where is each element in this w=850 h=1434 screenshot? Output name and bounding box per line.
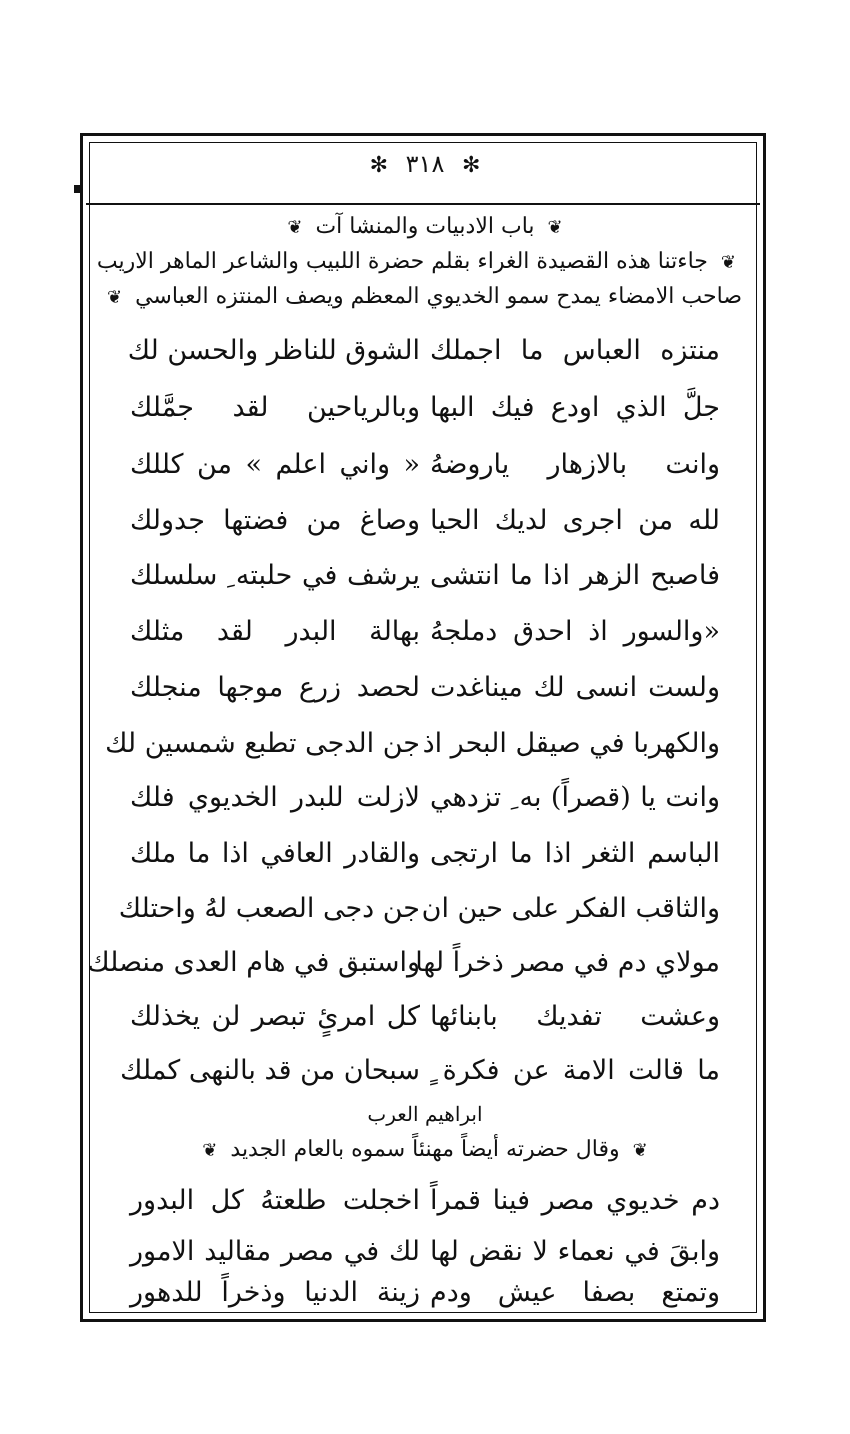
floral-ornament-icon: ❦ bbox=[106, 287, 123, 308]
header-rule bbox=[86, 203, 760, 205]
verse-second-hemistich: لك في مصر مقاليد الامور bbox=[130, 1236, 420, 1267]
verse-second-hemistich: زينة الدنيا وذخراً للدهور bbox=[130, 1277, 420, 1308]
page-number: ٣١٨ bbox=[405, 150, 445, 178]
verse-row bbox=[120, 1055, 720, 1095]
star-ornament-icon: ✻ bbox=[369, 153, 389, 178]
section-heading-text: باب الادبيات والمنشا آت bbox=[315, 214, 535, 239]
verse-second-hemistich: اخجلت طلعتهُ كل البدور bbox=[130, 1185, 420, 1216]
verse-second-hemistich: واستبق في هام العدى منصلك bbox=[87, 947, 420, 978]
floral-ornament-icon: ❦ bbox=[720, 252, 736, 273]
verse-row bbox=[130, 1001, 720, 1041]
verse-row bbox=[130, 672, 720, 712]
verse-first-hemistich: وانت بالازهار ياروضهُ bbox=[430, 449, 720, 480]
verse-first-hemistich: منتزه العباس ما اجملك bbox=[430, 335, 720, 366]
verse-row bbox=[87, 947, 720, 987]
verse-first-hemistich: وعشت تفديك بابنائها bbox=[430, 1001, 720, 1032]
intro-line-2 bbox=[106, 284, 742, 309]
verse-second-hemistich: بهالة البدر لقد مثلك bbox=[130, 616, 420, 647]
verse-first-hemistich: والكهربا في صيقل البحر اذ bbox=[422, 728, 720, 759]
verse-first-hemistich: ولست انسى لك ميناغدت bbox=[430, 672, 720, 703]
verse-row bbox=[130, 505, 720, 545]
verse-second-hemistich: « واني اعلم » من كللك bbox=[130, 449, 420, 480]
verse-second-hemistich: الشوق للناظر والحسن لك bbox=[127, 335, 420, 366]
floral-ornament-icon: ❦ bbox=[287, 217, 303, 238]
verse-first-hemistich: جلَّ الذي اودع فيك البها bbox=[430, 392, 720, 423]
intro-line-1 bbox=[96, 249, 742, 274]
verse-row bbox=[130, 449, 720, 489]
verse-first-hemistich: لله من اجرى لديك الحيا bbox=[430, 505, 720, 536]
star-ornament-icon: ✻ bbox=[461, 153, 481, 178]
verse-first-hemistich: وانت يا (قصراً) به ِ تزدهي bbox=[430, 782, 720, 813]
verse-row bbox=[130, 616, 720, 656]
verse-second-hemistich: جن دجى الصعب لهُ واحتلك bbox=[118, 893, 420, 924]
verse-row bbox=[118, 893, 720, 933]
verse-row bbox=[130, 782, 720, 822]
verse-second-hemistich: سبحان من قد بالنهى كملك bbox=[120, 1055, 420, 1086]
floral-ornament-icon: ❦ bbox=[547, 217, 563, 238]
verse-first-hemistich: «والسور اذ احدق دملجهُ bbox=[430, 616, 720, 647]
poet-signature: ابراهيم العرب bbox=[367, 1102, 483, 1126]
verse-row bbox=[127, 335, 720, 375]
verse-first-hemistich: دم خديوي مصر فينا قمراً bbox=[430, 1185, 720, 1216]
section2-heading bbox=[100, 1137, 750, 1162]
section2-heading-text: وقال حضرته أيضاً مهنئاً سموه بالعام الجديد bbox=[230, 1137, 620, 1162]
verse-row bbox=[130, 1185, 720, 1225]
verse-second-hemistich: لحصد زرع موجها منجلك bbox=[130, 672, 420, 703]
verse-second-hemistich: يرشف في حلبته ِ سلسلك bbox=[130, 560, 420, 591]
verse-row bbox=[130, 838, 720, 878]
page-number-header bbox=[0, 150, 850, 178]
verse-second-hemistich: وصاغ من فضتها جدولك bbox=[130, 505, 420, 536]
verse-first-hemistich: فاصبح الزهر اذا ما انتشى bbox=[430, 560, 720, 591]
verse-first-hemistich: مولاي دم في مصر ذخراً لها bbox=[415, 947, 720, 978]
verse-first-hemistich: والثاقب الفكر على حين ان bbox=[421, 893, 720, 924]
floral-ornament-icon: ❦ bbox=[202, 1140, 218, 1161]
verse-first-hemistich: وتمتع بصفا عيش ودم bbox=[430, 1277, 720, 1308]
verse-row bbox=[105, 728, 720, 768]
verse-second-hemistich: جن الدجى تطبع شمسين لك bbox=[105, 728, 420, 759]
verse-first-hemistich: الباسم الثغر اذا ما ارتجى bbox=[430, 838, 720, 869]
verse-first-hemistich: ما قالت الامة عن فكرة ٍ bbox=[430, 1055, 720, 1086]
verse-second-hemistich: والقادر العافي اذا ما ملك bbox=[130, 838, 420, 869]
verse-row bbox=[130, 560, 720, 600]
floral-ornament-icon: ❦ bbox=[632, 1140, 648, 1161]
verse-second-hemistich: كل امرئٍ تبصر لن يخذلك bbox=[130, 1001, 420, 1032]
verse-row bbox=[130, 392, 720, 432]
intro-text-2: صاحب الامضاء يمدح سمو الخديوي المعظم ويصف المنتزه العباسي bbox=[135, 284, 742, 309]
section-heading bbox=[100, 214, 750, 239]
intro-text-1: جاءتنا هذه القصيدة الغراء بقلم حضرة اللبيب والشاعر الماهر الاريب bbox=[96, 249, 708, 274]
verse-second-hemistich: وبالرياحين لقد جمَّلك bbox=[130, 392, 420, 423]
verse-second-hemistich: لازلت للبدر الخديوي فلك bbox=[130, 782, 420, 813]
verse-row bbox=[130, 1236, 720, 1276]
verse-first-hemistich: وابقَ في نعماء لا نقض لها bbox=[430, 1236, 720, 1267]
margin-mark bbox=[74, 185, 80, 193]
verse-row bbox=[130, 1277, 720, 1317]
